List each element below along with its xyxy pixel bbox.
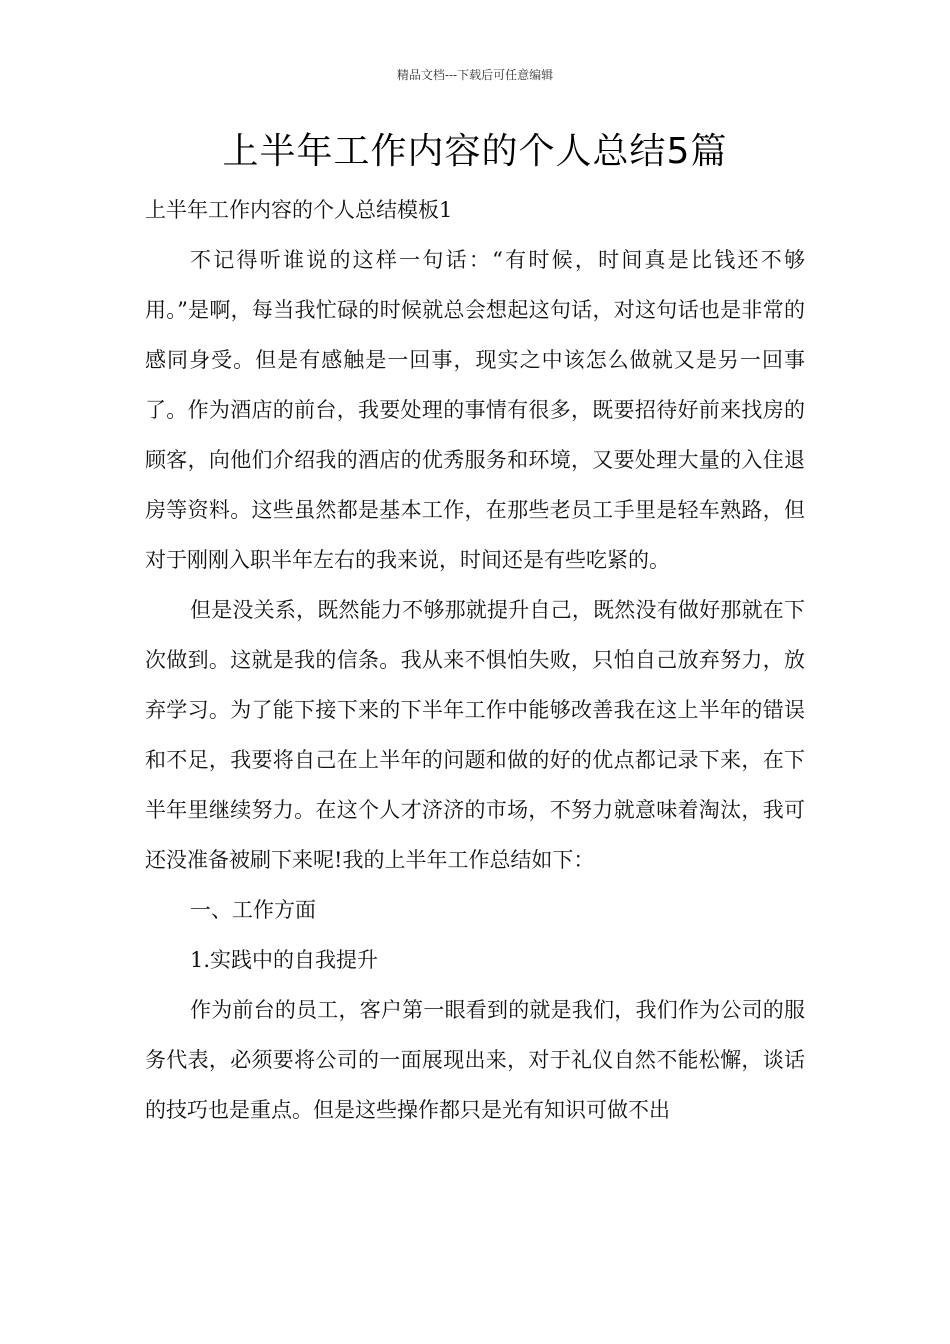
paragraph-2: 但是没关系，既然能力不够那就提升自己，既然没有做好那就在下次做到。这就是我的信条。我从来不惧怕失败，只怕自己放弃努力，放弃学习。为了能下接下来的下半年工作中能够改善我在这上半年的错误和不足，我要将自己在上半年的问题和做的好的优点都记录下来，在下半年里继续努力。在这个人才济济的市场，不努力就意味着淘汰，我可还没准备被刷下来呢!我的上半年工作总结如下： <box>145 598 805 872</box>
paragraph-3: 作为前台的员工，客户第一眼看到的就是我们，我们作为公司的服务代表，必须要将公司的一面展现出来，对于礼仪自然不能松懈，谈话的技巧也是重点。但是这些操作都只是光有知识可做不出 <box>145 998 805 1122</box>
header-note: 精品文档---下载后可任意编辑 <box>396 68 554 82</box>
section-heading-work: 一、工作方面 <box>190 898 316 922</box>
subsection-heading-practice: 1.实践中的自我提升 <box>190 948 379 972</box>
paragraph-1: 不记得听谁说的这样一句话：“有时候，时间真是比钱还不够用。”是啊，每当我忙碌的时候就总会想起这句话，对这句话也是非常的感同身受。但是有感触是一回事，现实之中该怎么做就又是另一回事了。作为酒店的前台，我要处理的事情有很多，既要招待好前来找房的顾客，向他们介绍我的酒店的优秀服务和环境，又要处理大量的入住退房等资料。这些虽然都是基本工作，在那些老员工手里是轻车熟路，但对于刚刚入职半年左右的我来说，时间还是有些吃紧的。 <box>145 248 805 572</box>
document-body <box>145 185 805 1135</box>
section-subtitle: 上半年工作内容的个人总结模板1 <box>145 198 453 222</box>
document-title: 上半年工作内容的个人总结5篇 <box>222 131 728 172</box>
